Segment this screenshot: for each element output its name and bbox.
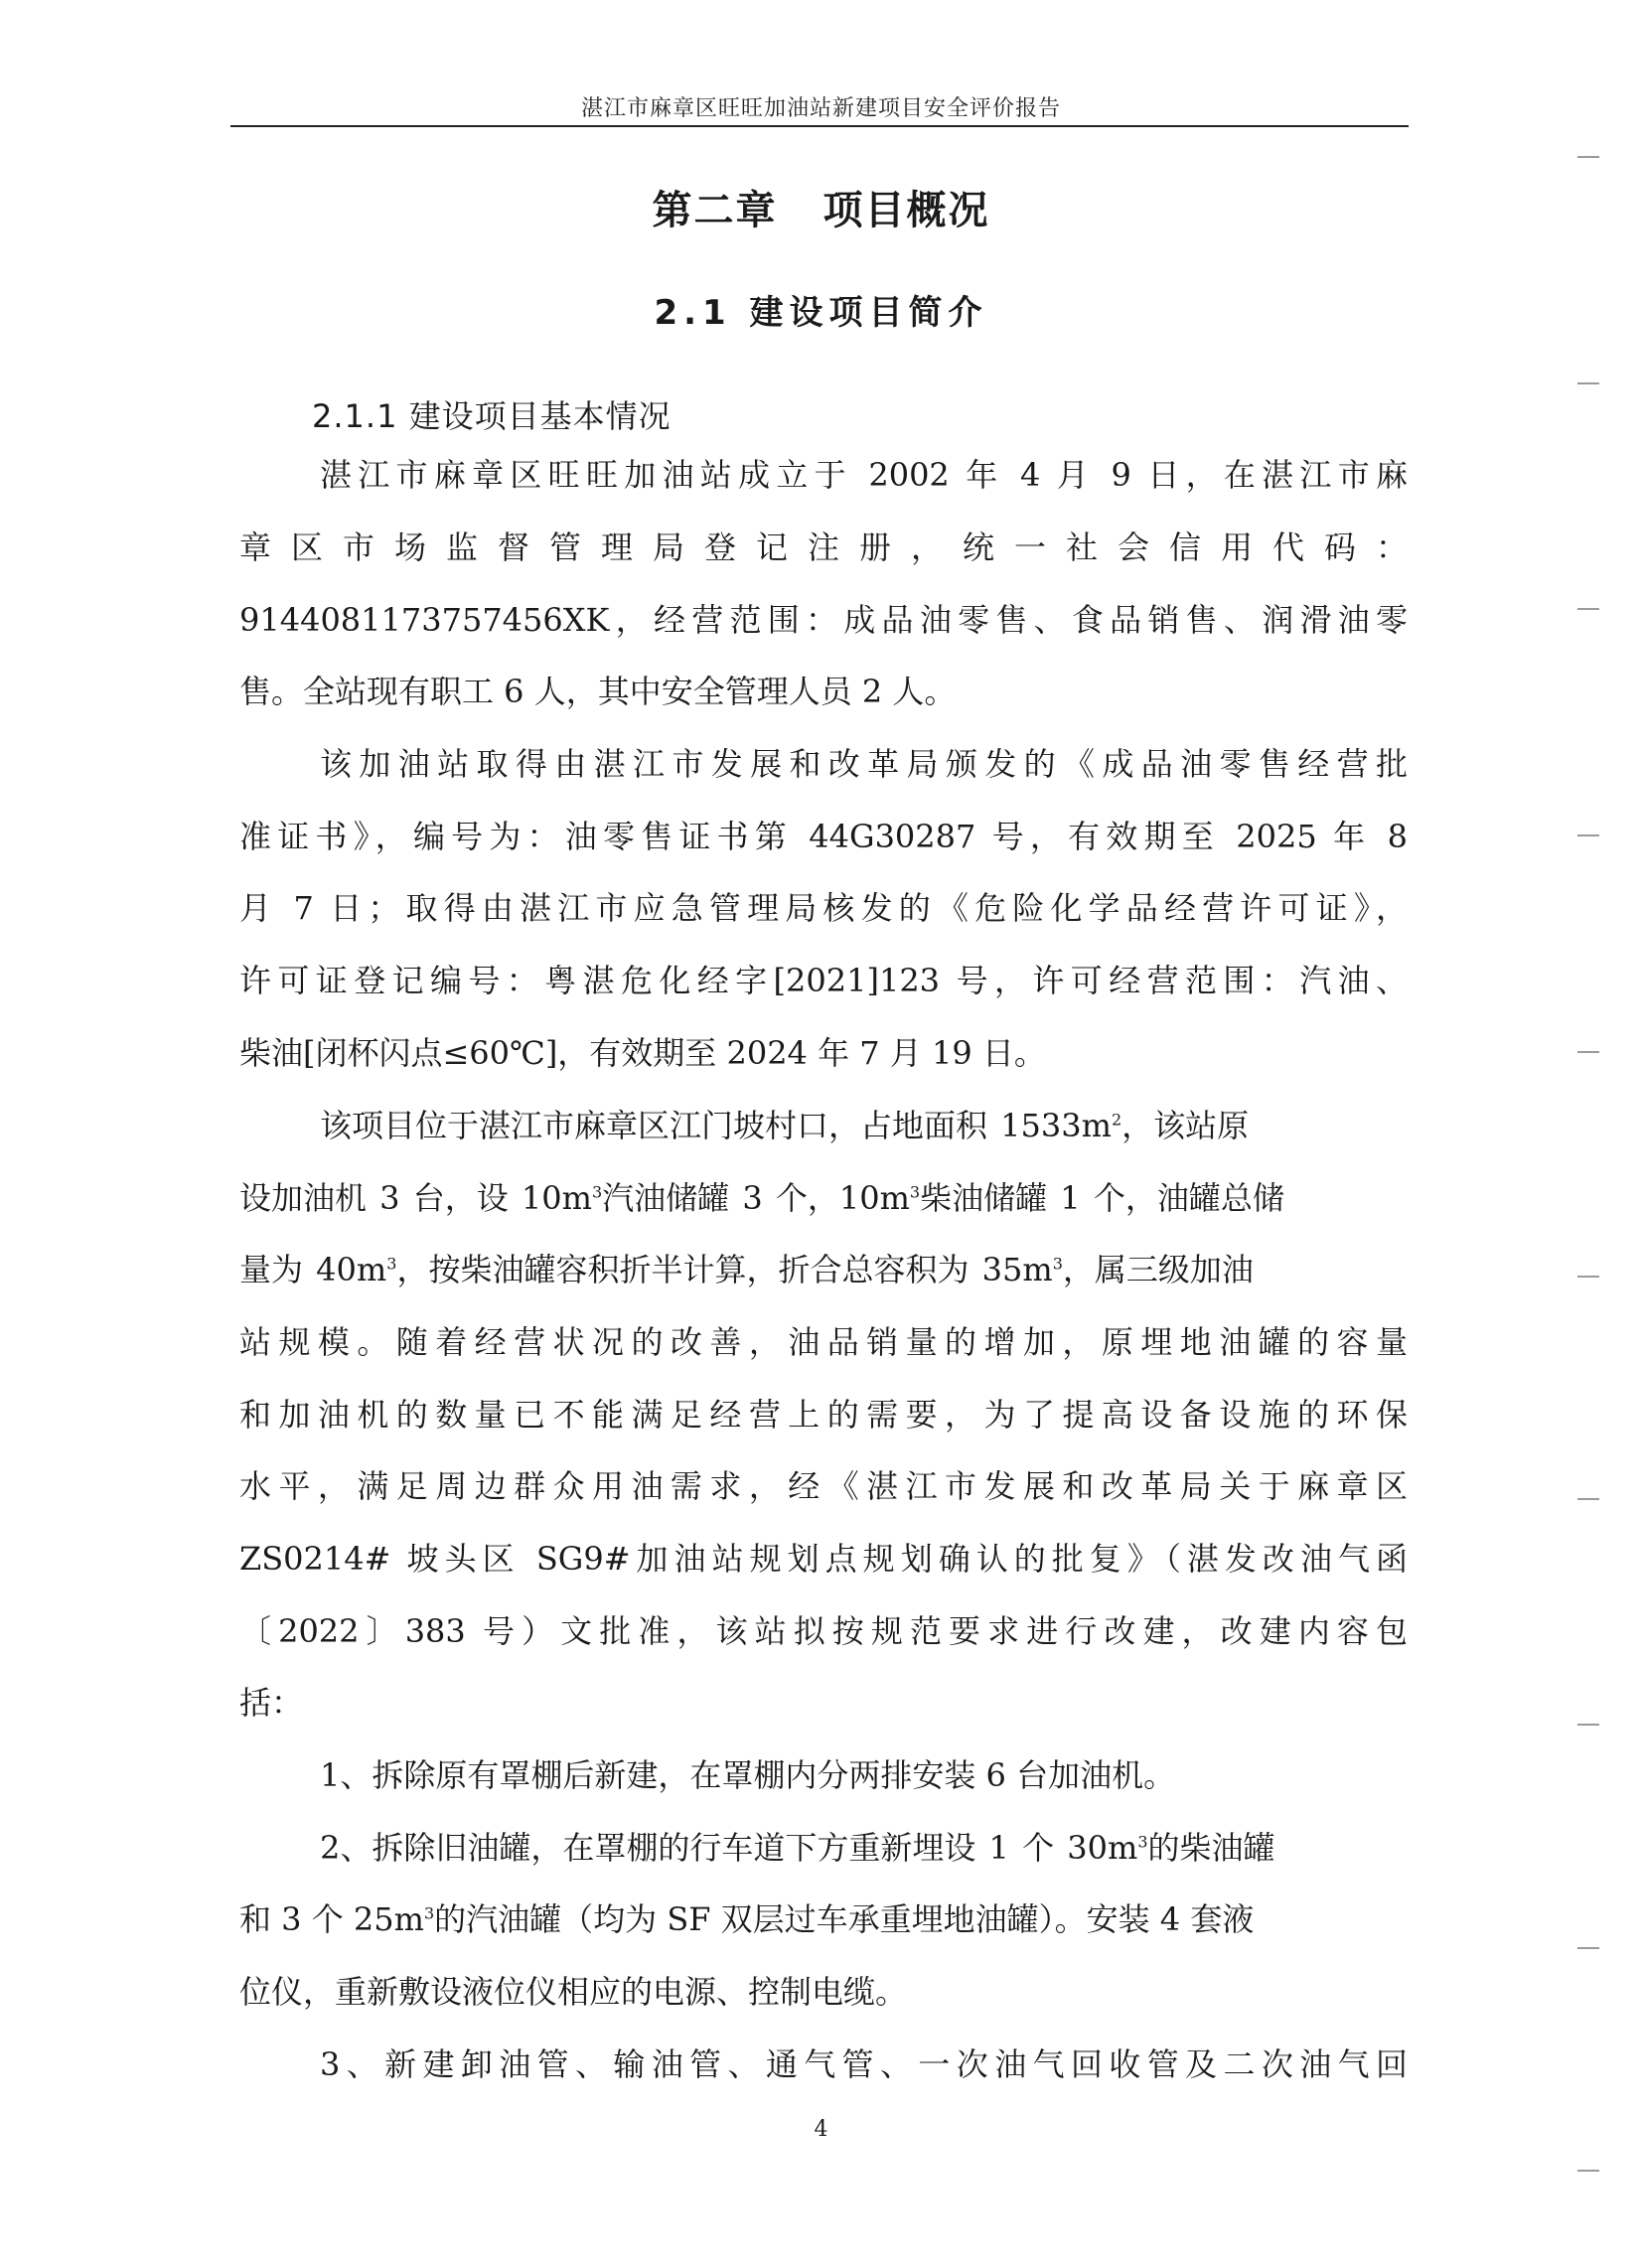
paragraph-line: 许可证登记编号：粤湛危化经字[2021]123 号，许可经营范围：汽油、	[239, 962, 1408, 999]
paragraph-line: 售。全站现有职工 6 人，其中安全管理人员 2 人。	[239, 673, 957, 710]
paragraph-line: 该项目位于湛江市麻章区江门坡村口，占地面积 $1533m^2$，该站原	[320, 1107, 1250, 1144]
scan-edge-mark	[1577, 1498, 1599, 1500]
superscript: 3	[1052, 1254, 1063, 1274]
subsection-heading: 2.1.1 建设项目基本情况	[312, 397, 672, 435]
scan-edge-mark	[1577, 1947, 1599, 1949]
paragraph-line: 位仪，重新敷设液位仪相应的电源、控制电缆。	[239, 1973, 908, 2011]
list-item: 1、拆除原有罩棚后新建，在罩棚内分两排安装 6 台加油机。	[320, 1756, 1176, 1794]
paragraph-line: 该加油站取得由湛江市发展和改革局颁发的《成品油零售经营批	[320, 745, 1408, 783]
paragraph-line: 设加油机 3 台，设 $10m^3$汽油储罐 3 个，$10m^3$柴油储罐 1 个，油罐总储	[239, 1179, 1284, 1217]
running-header: 湛江市麻章区旺旺加油站新建项目安全评价报告	[580, 96, 1061, 121]
superscript: 3	[591, 1182, 603, 1202]
superscript: 3	[909, 1182, 921, 1202]
paragraph-line: 月 7 日；取得由湛江市应急管理局核发的《危险化学品经营许可证》，	[239, 889, 1408, 927]
page-number: 4	[814, 2117, 828, 2142]
scan-edge-mark	[1577, 2170, 1599, 2172]
paragraph-line: 水平，满足周边群众用油需求，经《湛江市发展和改革局关于麻章区	[239, 1467, 1408, 1505]
chapter-title: 项目概况	[822, 187, 990, 233]
superscript: 3	[423, 1903, 435, 1923]
header-rule	[230, 125, 1409, 127]
list-item: 3、新建卸油管、输油管、通气管、一次油气回收管及二次油气回	[320, 2045, 1408, 2083]
superscript: 2	[1111, 1110, 1122, 1130]
paragraph-line: 和 3 个 $25m^3$的汽油罐（均为 SF 双层过车承重埋地油罐）。安装 4 套液	[239, 1900, 1255, 1938]
paragraph-line: 柴油[闭杯闪点≤60℃]，有效期至 2024 年 7 月 19 日。	[239, 1034, 1046, 1072]
scan-edge-mark	[1577, 1276, 1599, 1278]
scan-edge-mark	[1577, 834, 1599, 836]
paragraph-line: ZS0214# 坡头区 SG9#加油站规划点规划确认的批复》（湛发改油气函	[239, 1540, 1408, 1578]
paragraph-line: 湛江市麻章区旺旺加油站成立于 2002 年 4 月 9 日，在湛江市麻	[320, 456, 1408, 494]
paragraph-line: 括：	[239, 1684, 304, 1722]
scan-edge-mark	[1577, 608, 1599, 610]
chapter-heading	[0, 179, 1642, 235]
chapter-number: 第二章	[652, 187, 778, 233]
paragraph-line: 章区市场监督管理局登记注册，统一社会信用代码：	[239, 529, 1408, 566]
paragraph-line: 〔2022〕383 号）文批准，该站拟按规范要求进行改建，改建内容包	[239, 1612, 1408, 1650]
superscript: 3	[386, 1254, 397, 1274]
superscript: 3	[1137, 1832, 1148, 1852]
scan-edge-mark	[1577, 156, 1599, 158]
paragraph-line: 准证书》，编号为：油零售证书第 44G30287 号，有效期至 2025 年 8	[239, 818, 1408, 855]
section-heading: 2.1 建设项目简介	[654, 293, 988, 333]
scan-edge-mark	[1577, 382, 1599, 384]
paragraph-line: 和加油机的数量已不能满足经营上的需要，为了提高设备设施的环保	[239, 1396, 1408, 1434]
paragraph-line: 9144081173757456XK，经营范围：成品油零售、食品销售、润滑油零	[239, 601, 1408, 639]
list-item: 2、拆除旧油罐，在罩棚的行车道下方重新埋设 1 个 $30m^3$的柴油罐	[320, 1829, 1275, 1867]
scan-edge-mark	[1577, 1724, 1599, 1726]
paragraph-line: 量为 $40m^3$，按柴油罐容积折半计算，折合总容积为 $35m^3$，属三级加油	[239, 1251, 1254, 1288]
paragraph-line: 站规模。随着经营状况的改善，油品销量的增加，原埋地油罐的容量	[239, 1323, 1408, 1361]
scan-edge-mark	[1577, 1051, 1599, 1053]
